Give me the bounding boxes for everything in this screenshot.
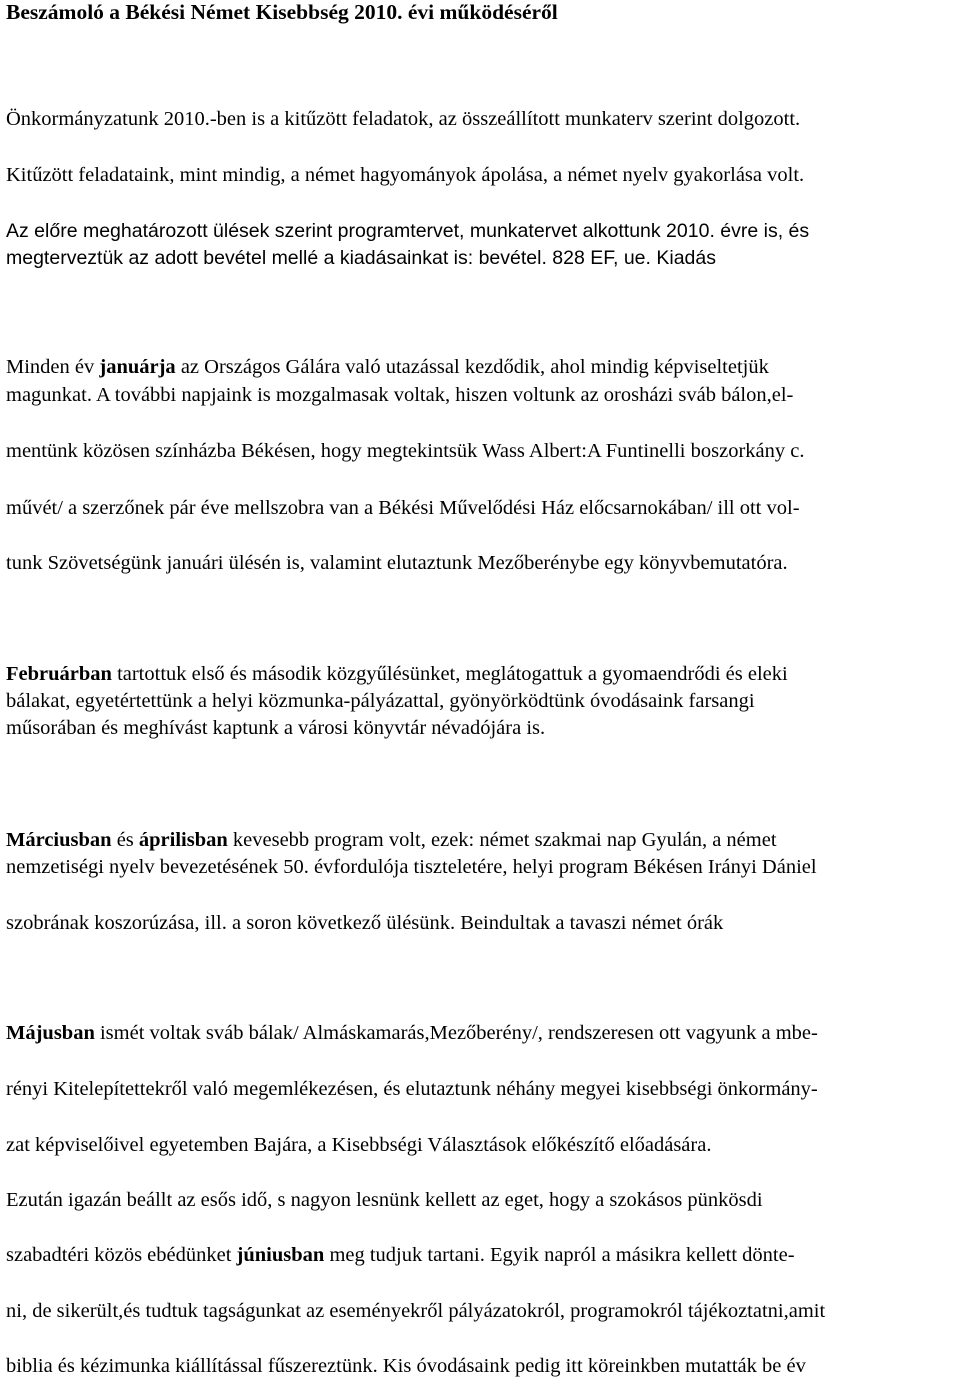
document-title: Beszámoló a Békési Német Kisebbség 2010. évi működéséről: [6, 0, 558, 24]
month-june: júniusban: [236, 1244, 325, 1266]
paragraph-line: megterveztük az adott bevétel mellé a kiadásainkat is: bevétel. 828 EF, ue. Kiadás: [6, 247, 716, 269]
paragraph-line: zat képviselőivel egyetemben Bajára, a Kisebbségi Választások előkészítő előadására.: [6, 1134, 712, 1156]
paragraph-line: mentünk közösen színházba Békésen, hogy megtekintsük Wass Albert:A Funtinelli boszorkány c.: [6, 440, 805, 462]
text-span: Minden év: [6, 356, 100, 378]
text-span: az Országos Gálára való utazással kezdődik, ahol mindig képviseltetjük: [175, 356, 769, 378]
month-february: Februárban: [6, 663, 112, 685]
text-span: ismét voltak sváb bálak/ Almáskamarás,Mezőberény/, rendszeresen ott vagyunk a mbe-: [94, 1022, 818, 1044]
paragraph-line: Kitűzött feladataink, mint mindig, a német hagyományok ápolása, a német nyelv gyakorlása volt.: [6, 164, 805, 186]
paragraph-line: szobrának koszorúzása, ill. a soron következő ülésünk. Beindultak a tavaszi német órák: [6, 912, 724, 934]
paragraph-line: Ezután igazán beállt az esős idő, s nagyon lesnünk kellett az eget, hogy a szokásos pünkösdi: [6, 1189, 763, 1211]
paragraph-line: [6, 662, 788, 686]
text-span: tartottuk első és második közgyűlésünket, meglátogattuk a gyomaendrődi és eleki: [111, 663, 788, 685]
paragraph-line: ni, de sikerült,és tudtuk tagságunkat az eseményekről pályázatokról, programokról tájékoztatni,amit: [6, 1300, 826, 1322]
paragraph-line: bálakat, egyetértettünk a helyi közmunka-pályázattal, gyönyörködtünk óvodásaink farsangi: [6, 690, 755, 712]
paragraph-line: [6, 828, 777, 852]
paragraph-line: [6, 355, 769, 379]
paragraph-line: rényi Kitelepítettekről való megemlékezésen, és elutaztunk néhány megyei kisebbségi önkormány-: [6, 1078, 818, 1100]
paragraph-line: Az előre meghatározott ülések szerint programtervet, munkatervet alkottunk 2010. évre is, és: [6, 220, 810, 242]
month-april: áprilisban: [138, 829, 228, 851]
paragraph-line: [6, 1243, 795, 1267]
paragraph-line: művét/ a szerzőnek pár éve mellszobra van a Békési Művelődési Ház előcsarnokában/ ill ott vol-: [6, 497, 800, 519]
month-january: januárja: [99, 356, 176, 378]
paragraph-line: műsorában és meghívást kaptunk a városi könyvtár névadójára is.: [6, 717, 546, 739]
text-span: és: [111, 829, 139, 851]
month-march: Márciusban: [6, 829, 112, 851]
text-span: meg tudjuk tartani. Egyik napról a másikra kellett dönte-: [324, 1244, 795, 1266]
paragraph-line: Önkormányzatunk 2010.-ben is a kitűzött feladatok, az összeállított munkaterv szerint dolgozott.: [6, 108, 801, 130]
paragraph-line: nemzetiségi nyelv bevezetésének 50. évfordulója tiszteletére, helyi program Békésen Irányi Dániel: [6, 856, 817, 878]
paragraph-line: [6, 1021, 818, 1045]
paragraph-line: magunkat. A további napjaink is mozgalmasak voltak, hiszen voltunk az orosházi sváb bálon,el-: [6, 384, 794, 406]
month-may: Májusban: [6, 1022, 95, 1044]
text-span: szabadtéri közös ebédünket: [6, 1244, 237, 1266]
paragraph-line: tunk Szövetségünk januári ülésén is, valamint elutaztunk Mezőberénybe egy könyvbemutatóra.: [6, 552, 788, 574]
paragraph-line: biblia és kézimunka kiállítással fűszereztünk. Kis óvodásaink pedig itt köreinkben mutatták be év: [6, 1355, 806, 1377]
text-span: kevesebb program volt, ezek: német szakmai nap Gyulán, a német: [227, 829, 777, 851]
